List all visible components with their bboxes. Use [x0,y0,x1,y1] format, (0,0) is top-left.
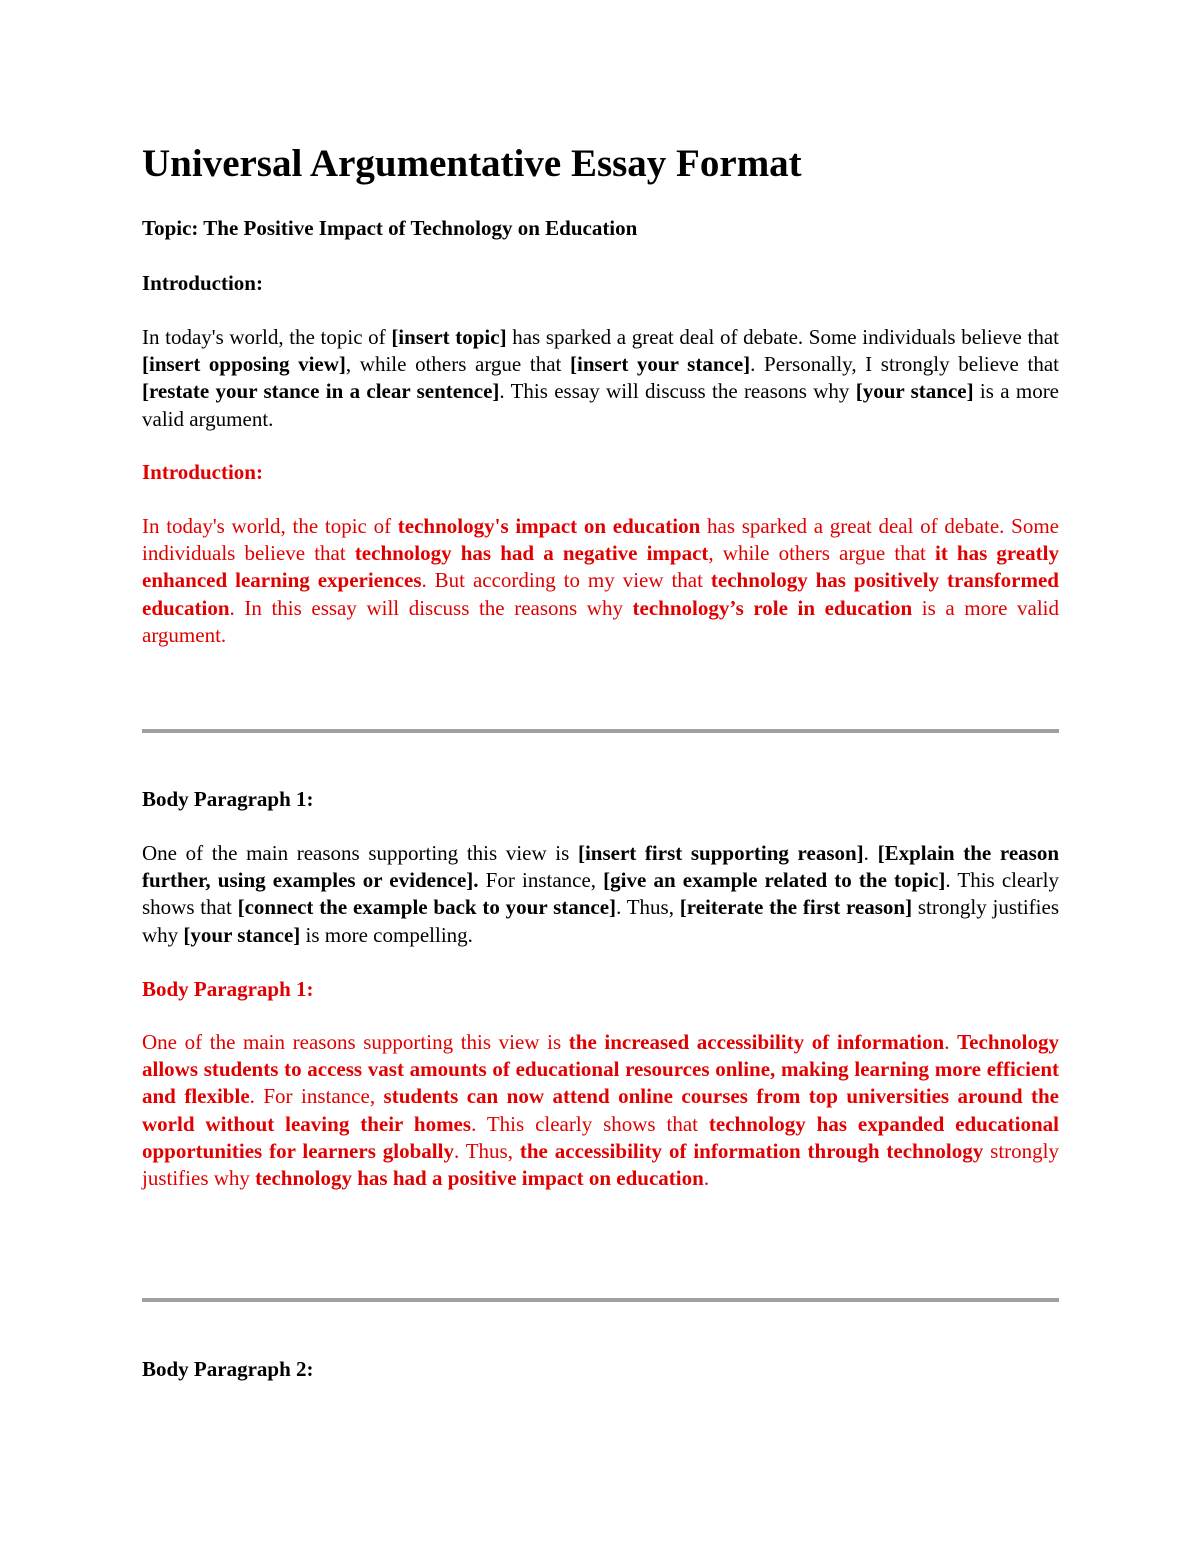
section-divider [142,1298,1059,1302]
emphasized-text: [insert first supporting reason] [577,841,864,865]
body1-template-heading: Body Paragraph 1: [142,787,314,811]
paragraph-text: . [863,841,878,865]
emphasized-text: [your stance] [183,922,301,947]
paragraph-text: strongly justifies why [142,1138,1059,1191]
emphasized-text: it has greatly enhanced learning experiences [142,541,1059,593]
body2-template-heading: Body Paragraph 2: [142,1357,314,1381]
emphasized-text: the accessibility of information through technology [519,1138,984,1163]
emphasized-text: [insert your stance] [570,352,751,377]
paragraph-text: . Thus, [616,895,680,920]
document-title: Universal Argumentative Essay Format [142,142,802,185]
intro-example-heading: Introduction: [142,460,263,484]
intro-example-paragraph [142,513,1059,649]
paragraph-text: In today's world, the topic of [142,325,392,349]
paragraph-text: . For instance, [249,1084,384,1109]
paragraph-text: For instance, [478,868,604,893]
paragraph-text: is a more valid argument. [142,379,1060,431]
emphasized-text: technology has had a negative impact [354,541,709,566]
emphasized-text: [connect the example back to your stance] [237,895,617,920]
emphasized-text: Technology allows students to access vast amounts of educational resources online, making learning more efficient and flexible [142,1030,1060,1109]
paragraph-text: . In this essay will discuss the reasons why [229,595,633,620]
paragraph-text: . Thus, [453,1138,520,1163]
paragraph-text: is more compelling. [300,922,473,947]
emphasized-text: technology's impact on education [397,514,701,538]
emphasized-text: [insert opposing view] [142,352,346,377]
paragraph-text: One of the main reasons supporting this view is [142,1030,569,1054]
body1-example-heading: Body Paragraph 1: [142,977,314,1001]
intro-template-heading: Introduction: [142,271,263,295]
emphasized-text: students can now attend online courses from top universities around the world without leaving their homes [142,1084,1059,1136]
paragraph-text: . This clearly shows that [471,1111,709,1136]
topic-line: Topic: The Positive Impact of Technology on Education [142,216,638,240]
paragraph-text: . [944,1030,958,1054]
emphasized-text: [insert topic] [391,325,507,349]
paragraph-text: . This essay will discuss the reasons why [499,379,856,404]
emphasized-text: [your stance] [855,379,974,404]
paragraph-text: . But according to my view that [421,568,711,593]
paragraph-text: , while others argue that [345,352,570,377]
emphasized-text: technology has expanded educational opportunities for learners globally [142,1111,1059,1163]
body1-example-paragraph [142,1029,1059,1192]
paragraph-text: In today's world, the topic of [142,514,398,538]
emphasized-text: [give an example related to the topic] [603,868,946,893]
intro-template-paragraph [142,324,1059,433]
emphasized-text: [Explain the reason further, using examples or evidence]. [142,841,1060,893]
paragraph-text: , while others argue that [708,541,935,566]
paragraph-text: strongly justifies why [142,895,1060,947]
paragraph-text: has sparked a great deal of debate. Some individuals believe that [506,325,1059,349]
emphasized-text: the increased accessibility of information [568,1030,945,1054]
section-divider [142,729,1059,733]
emphasized-text: [restate your stance in a clear sentence] [142,379,500,404]
emphasized-text: technology’s role in education [632,595,913,620]
paragraph-text: . Personally, I strongly believe that [750,352,1059,377]
paragraph-text: is a more valid argument. [142,595,1059,647]
emphasized-text: technology has positively transformed education [142,568,1059,620]
paragraph-text: has sparked a great deal of debate. Some individuals believe that [142,514,1059,566]
paragraph-text: . [703,1166,710,1191]
emphasized-text: technology has had a positive impact on education [255,1166,704,1191]
paragraph-text: One of the main reasons supporting this view is [142,841,578,865]
body1-template-paragraph [142,840,1059,949]
emphasized-text: [reiterate the first reason] [679,895,913,920]
paragraph-text: . This clearly shows that [142,868,1059,920]
